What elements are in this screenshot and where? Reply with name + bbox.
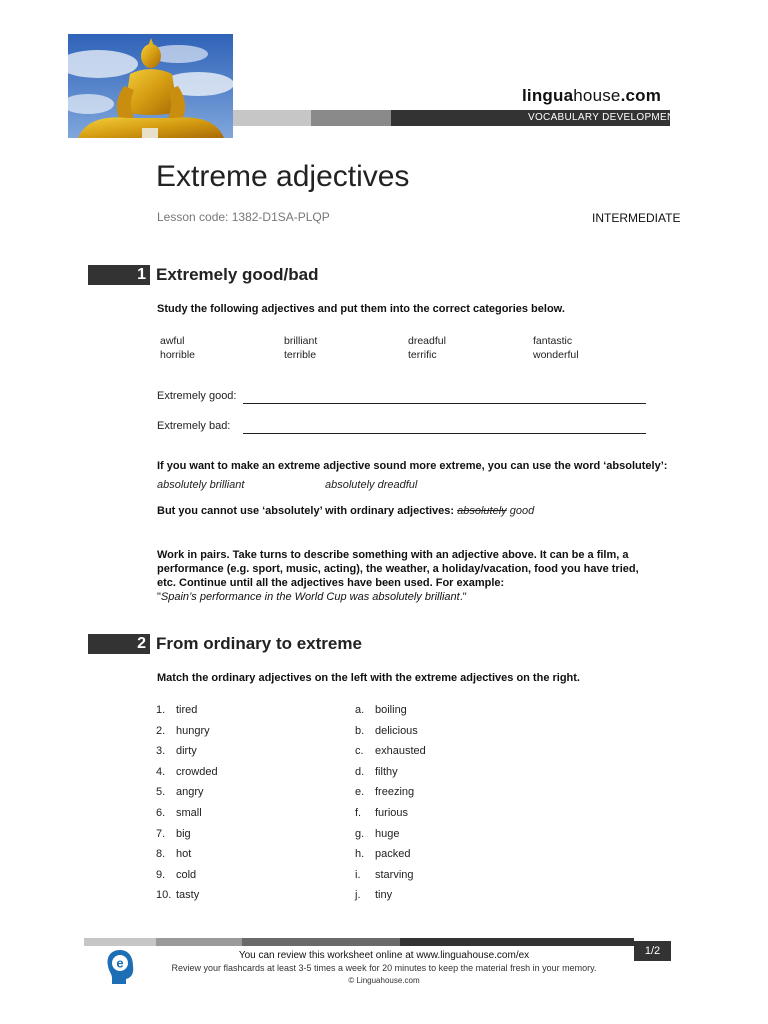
extreme-item-word: packed <box>375 848 411 860</box>
svg-text:e: e <box>116 955 124 971</box>
absolutely-note: If you want to make an extreme adjective sound more extreme, you can use the word ‘absolutely’: <box>157 460 668 472</box>
page-title: Extreme adjectives <box>156 160 410 193</box>
absolutely-example-2: absolutely dreadful <box>325 479 418 491</box>
word-list-item: wonderful <box>533 349 579 361</box>
extreme-item-letter: b. <box>355 725 365 737</box>
header-bar-mid <box>311 110 391 126</box>
section-2-title: From ordinary to extreme <box>156 634 362 653</box>
section-1-instruction: Study the following adjectives and put them into the correct categories below. <box>157 303 565 315</box>
ordinary-item-word: tasty <box>176 889 200 901</box>
extreme-item-letter: i. <box>355 869 361 881</box>
absolutely-example-1: absolutely brilliant <box>157 479 245 491</box>
ordinary-item-number: 6. <box>156 807 166 819</box>
ordinary-item-number: 3. <box>156 745 166 757</box>
ordinary-item-number: 10. <box>156 889 172 901</box>
header-subtitle: VOCABULARY DEVELOPMENT <box>528 112 681 123</box>
ordinary-item-word: cold <box>176 869 197 881</box>
extreme-item-word: freezing <box>375 786 415 798</box>
section-2-number: 2 <box>88 634 150 654</box>
brand-logo <box>522 86 661 106</box>
extreme-item-letter: f. <box>355 807 362 819</box>
extreme-item-word: furious <box>375 807 409 819</box>
ordinary-item-word: hungry <box>176 725 210 737</box>
extreme-item-letter: j. <box>355 889 361 901</box>
ordinary-item-number: 1. <box>156 704 166 716</box>
extreme-item-word: exhausted <box>375 745 426 757</box>
ordinary-item-number: 7. <box>156 828 166 840</box>
extremely-good-answer-line[interactable] <box>243 403 646 404</box>
ordinary-item-word: big <box>176 828 191 840</box>
extreme-item-word: starving <box>375 869 414 881</box>
header-photo <box>68 34 233 138</box>
word-list-item: fantastic <box>533 335 573 347</box>
ordinary-item-number: 9. <box>156 869 166 881</box>
example-quote <box>157 591 467 603</box>
word-list-item: dreadful <box>408 335 446 347</box>
quote-close: ." <box>459 591 467 603</box>
word-list-item: brilliant <box>284 335 318 347</box>
ordinary-item-word: dirty <box>176 745 197 757</box>
ordinary-item-number: 5. <box>156 786 166 798</box>
extremely-bad-answer-line[interactable] <box>243 433 646 434</box>
page-number: 1/2 <box>634 941 671 961</box>
footer-copyright <box>0 976 768 985</box>
word-list-item: awful <box>160 335 185 347</box>
footer-bar-darkest <box>400 938 634 946</box>
ordinary-item-word: crowded <box>176 766 218 778</box>
extreme-item-word: delicious <box>375 725 418 737</box>
quote-open: " <box>157 591 161 603</box>
brand-part3: .com <box>620 86 662 105</box>
brand-part2: house <box>573 86 621 105</box>
footer-bar-dark <box>242 938 400 946</box>
word-list-item: horrible <box>160 349 196 361</box>
ordinary-item-word: hot <box>176 848 192 860</box>
section-1-title: Extremely good/bad <box>156 265 319 284</box>
extremely-good-label: Extremely good: <box>157 390 237 402</box>
header-bar-light <box>233 110 311 126</box>
extreme-item-letter: h. <box>355 848 365 860</box>
extremely-bad-label: Extremely bad: <box>157 420 231 432</box>
cannot-note-text: But you cannot use ‘absolutely’ with ordinary adjectives: <box>157 505 458 517</box>
ordinary-item-word: angry <box>176 786 204 798</box>
extreme-item-letter: c. <box>355 745 364 757</box>
section-1-number: 1 <box>88 265 150 285</box>
section-2-instruction: Match the ordinary adjectives on the left with the extreme adjectives on the right. <box>157 672 580 684</box>
word-list-item: terrific <box>408 349 437 361</box>
ordinary-item-number: 2. <box>156 725 166 737</box>
level-label: INTERMEDIATE <box>592 211 681 225</box>
extreme-item-word: tiny <box>375 889 393 901</box>
ordinary-item-number: 8. <box>156 848 166 860</box>
footer-review-online: You can review this worksheet online at www.linguahouse.com/ex <box>238 950 530 961</box>
word-list-item: terrible <box>284 349 317 361</box>
lesson-code: Lesson code: 1382-D1SA-PLQP <box>157 210 330 224</box>
ordinary-item-word: tired <box>176 704 198 716</box>
golden-buddha-photo-icon <box>68 34 233 138</box>
extreme-item-letter: e. <box>355 786 365 798</box>
extreme-item-word: filthy <box>375 766 398 778</box>
quote-text: Spain’s performance in the World Cup was absolutely brilliant <box>160 591 460 603</box>
copyright-icon: © <box>348 976 357 985</box>
footer-flashcards-note: Review your flashcards at least 3-5 times a week for 20 minutes to keep the material fresh in your memory. <box>171 963 597 973</box>
cannot-good-word: good <box>506 505 535 517</box>
brand-part1: lingua <box>522 86 574 105</box>
pair-work-instruction: Work in pairs. Take turns to describe something with an adjective above. It can be a film, a performance (e.g. sport, music, acting), the weather, a holiday/vacation, food you have tried, etc. Continue until all the adjectives have been used. For example: <box>157 549 639 589</box>
cannot-note <box>157 501 534 519</box>
footer-bar-mid <box>156 938 242 946</box>
footer-site: Linguahouse.com <box>356 976 420 985</box>
extreme-item-letter: d. <box>355 766 365 778</box>
footer-bar-light <box>84 938 156 946</box>
extreme-item-word: huge <box>375 828 400 840</box>
cannot-strike-word: absolutely <box>457 505 507 517</box>
ordinary-item-word: small <box>176 807 202 819</box>
extreme-item-letter: g. <box>355 828 365 840</box>
extreme-item-letter: a. <box>355 704 365 716</box>
ordinary-item-number: 4. <box>156 766 166 778</box>
extreme-item-word: boiling <box>375 704 407 716</box>
